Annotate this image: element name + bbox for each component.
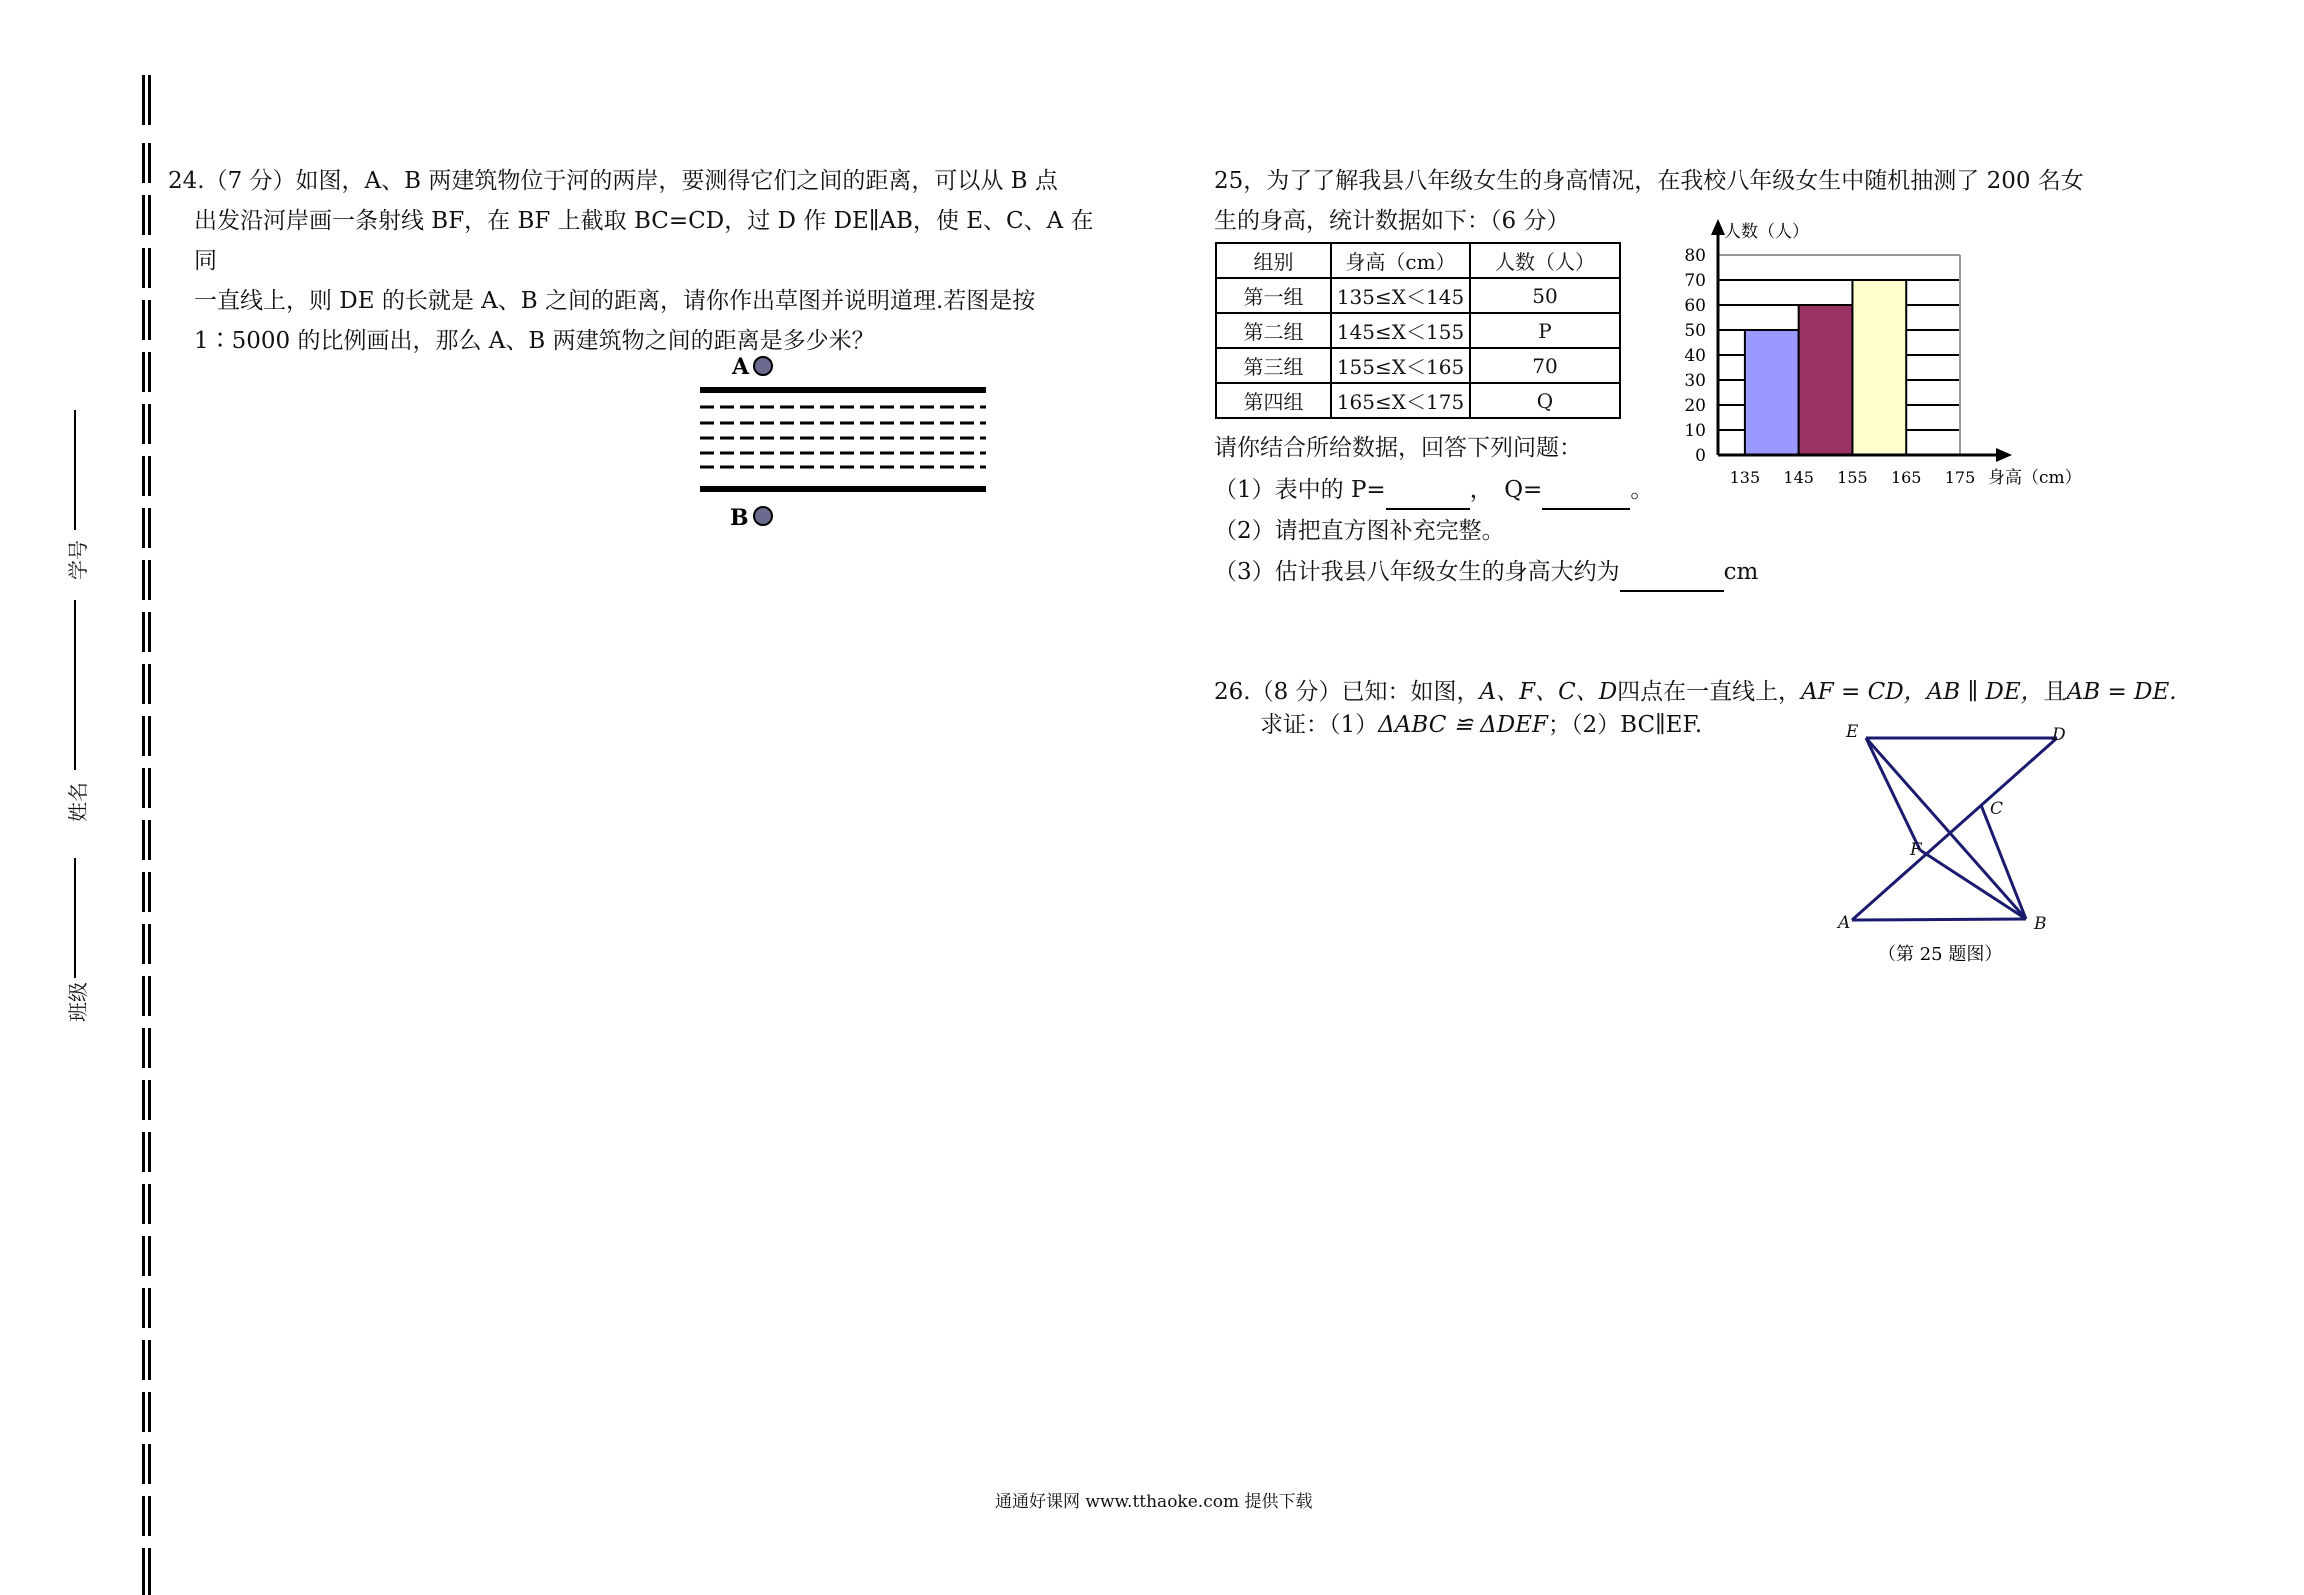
- binding-dash: [142, 195, 152, 235]
- q24-text: [168, 161, 1108, 361]
- binding-dash: [142, 456, 152, 496]
- class-underline: [74, 858, 76, 978]
- binding-dash: [142, 768, 152, 808]
- binding-dash: [142, 976, 152, 1016]
- river-figure: [690, 350, 1000, 530]
- table-cell: Q: [1470, 383, 1620, 418]
- binding-dash: [142, 508, 152, 548]
- table-row: [1216, 383, 1620, 418]
- binding-dash: [142, 1288, 152, 1328]
- q26-line-2: [1260, 705, 1702, 745]
- binding-dash: [142, 404, 152, 444]
- q24-line-2: 出发沿河岸画一条射线 BF，在 BF 上截取 BC=CD，过 D 作 DE∥AB，使 E、C、A 在同: [194, 208, 1094, 274]
- table-row: [1216, 278, 1620, 313]
- y-tick-label: 50: [1684, 321, 1706, 341]
- histogram-bar: [1745, 330, 1799, 455]
- q24-line-4: 1∶5000 的比例画出，那么 A、B 两建筑物之间的距离是多少米？: [194, 328, 875, 354]
- binding-dash: [142, 1184, 152, 1224]
- table-cell: 165≤X＜175: [1331, 383, 1470, 418]
- q25-sub3-label: （3）估计我县八年级女生的身高大约为: [1214, 559, 1620, 585]
- table-cell: 135≤X＜145: [1331, 278, 1470, 313]
- binding-dash: [142, 1392, 152, 1432]
- q25-line-2: 生的身高，统计数据如下：（6 分）: [1214, 208, 1570, 234]
- point-b-label: B: [730, 505, 749, 530]
- q25-sub1-end: 。: [1630, 477, 1654, 503]
- q25-sub3-unit: cm: [1723, 559, 1759, 585]
- table-cell: 第三组: [1216, 348, 1331, 383]
- binding-dash: [142, 1340, 152, 1380]
- q26-points: A、F、C、D: [1479, 679, 1618, 705]
- binding-dash: [142, 560, 152, 600]
- binding-dash: [142, 664, 152, 704]
- point-b-label: B: [2034, 914, 2047, 934]
- binding-dash: [142, 1132, 152, 1172]
- point-d-label: D: [2052, 725, 2066, 745]
- table-cell: 第四组: [1216, 383, 1331, 418]
- binding-dash: [142, 612, 152, 652]
- y-tick-label: 40: [1684, 346, 1706, 366]
- histogram-svg: [1660, 215, 2100, 485]
- q26-intro: 26.（8 分）已知：如图，: [1214, 679, 1480, 705]
- q26-prove: 求证：（1）: [1260, 712, 1379, 738]
- y-tick-label: 80: [1684, 246, 1706, 266]
- binding-dash: [142, 248, 152, 288]
- table-cell: 145≤X＜155: [1331, 313, 1470, 348]
- y-tick-label: 70: [1684, 271, 1706, 291]
- class-label: 班级: [66, 982, 90, 1022]
- binding-dash: [142, 1548, 152, 1595]
- x-tick-label: 175: [1944, 468, 1976, 485]
- histogram-bar: [1852, 280, 1906, 455]
- q26-conditions: AF = CD，AB ∥ DE，: [1801, 679, 2044, 705]
- y-tick-label: 30: [1684, 371, 1706, 391]
- geometry-figure: [1830, 718, 2080, 978]
- binding-dash: [142, 1080, 152, 1120]
- figure-lines: [1852, 738, 2057, 920]
- y-axis-arrow: [1711, 219, 1725, 235]
- x-tick-label: 165: [1890, 468, 1922, 485]
- figure-caption: （第 25 题图）: [1878, 944, 2003, 965]
- binding-dash: [142, 143, 152, 183]
- footer-source: 通通好课网 www.tthaoke.com 提供下载: [995, 1492, 1313, 1512]
- point-f-label: F: [1910, 840, 1922, 860]
- x-axis-arrow: [1996, 448, 2012, 462]
- q-answer-blank[interactable]: [1542, 484, 1630, 510]
- y-tick-label: 10: [1684, 421, 1706, 441]
- p-answer-blank[interactable]: [1386, 484, 1470, 510]
- river-water-lines: [700, 407, 986, 467]
- y-axis-label: 人数（人）: [1724, 222, 1809, 242]
- q25-prompt: 请你结合所给数据，回答下列问题：: [1214, 435, 1582, 461]
- table-cell: 第一组: [1216, 278, 1331, 313]
- q25-sub2: （2）请把直方图补充完整。: [1214, 518, 1505, 544]
- q26-congruence: ΔABC ≌ ΔDEF: [1378, 712, 1548, 738]
- point-b-marker: [754, 507, 772, 525]
- point-a-label: A: [1838, 913, 1851, 933]
- binding-dash: [142, 872, 152, 912]
- point-e-label: E: [1846, 722, 1859, 742]
- table-header-row: [1216, 243, 1620, 278]
- x-tick-label: 155: [1837, 468, 1868, 485]
- q26-collinear: 四点在一直线上，: [1617, 679, 1802, 705]
- height-histogram: [1660, 215, 2100, 485]
- binding-dash: [142, 1028, 152, 1068]
- binding-dash: [142, 1496, 152, 1536]
- id-underline: [74, 410, 76, 530]
- point-c-label: C: [1990, 799, 2004, 819]
- table-row: [1216, 348, 1620, 383]
- table-cell: 第二组: [1216, 313, 1331, 348]
- table-header-cell: 身高（cm）: [1331, 243, 1470, 278]
- q24-line-1: 24.（7 分）如图，A、B 两建筑物位于河的两岸，要测得它们之间的距离，可以从 B 点: [168, 168, 1058, 194]
- y-tick-label: 60: [1684, 296, 1706, 316]
- binding-dash: [142, 924, 152, 964]
- binding-dash: [142, 716, 152, 756]
- height-answer-blank[interactable]: [1620, 566, 1724, 592]
- q25-sub1-q-label: ， Q=: [1469, 477, 1543, 503]
- q25-sub3: [1214, 552, 1758, 592]
- x-tick-label: 145: [1783, 468, 1814, 485]
- binding-dash: [142, 820, 152, 860]
- q25-line-1: 25，为了了解我县八年级女生的身高情况，在我校八年级女生中随机抽测了 200 名女: [1214, 168, 2084, 194]
- point-a-marker: [754, 357, 772, 375]
- binding-dash: [142, 300, 152, 340]
- y-tick-label: 0: [1695, 446, 1706, 466]
- q26-parallel: ；（2）BC∥EF.: [1547, 712, 1703, 738]
- id-label: 学号: [66, 540, 90, 580]
- binding-dash: [142, 75, 152, 125]
- histogram-bar: [1799, 305, 1853, 455]
- name-label: 姓名: [66, 782, 90, 822]
- table-header-cell: 组别: [1216, 243, 1331, 278]
- binding-dash: [142, 1236, 152, 1276]
- table-cell: 50: [1470, 278, 1620, 313]
- table-cell: 70: [1470, 348, 1620, 383]
- q25-sub1: [1214, 470, 1653, 510]
- x-axis-label: 身高（cm）: [1988, 468, 2082, 485]
- x-tick-label: 135: [1729, 468, 1761, 485]
- table-cell: 155≤X＜165: [1331, 348, 1470, 383]
- binding-dash: [142, 1444, 152, 1484]
- table-cell: P: [1470, 313, 1620, 348]
- table-row: [1216, 313, 1620, 348]
- q26-and: 且: [2043, 679, 2067, 705]
- q24-line-3: 一直线上，则 DE 的长就是 A、B 之间的距离，请你作出草图并说明道理.若图是按: [194, 288, 1036, 314]
- q25-data-table: [1215, 242, 1621, 419]
- binding-dash: [142, 352, 152, 392]
- table-header-cell: 人数（人）: [1470, 243, 1620, 278]
- point-a-label: A: [732, 354, 750, 380]
- q25-sub1-label: （1）表中的 P=: [1214, 477, 1386, 503]
- q26-equal: AB = DE.: [2066, 679, 2177, 705]
- name-underline: [74, 600, 76, 770]
- y-tick-label: 20: [1684, 396, 1706, 416]
